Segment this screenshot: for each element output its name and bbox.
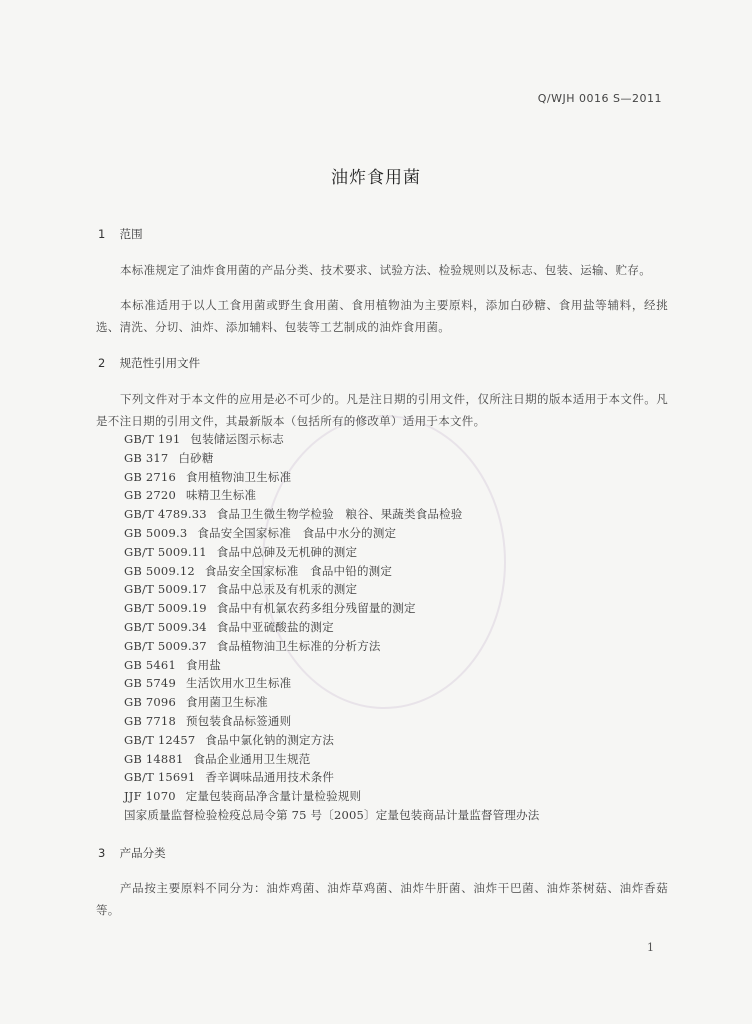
standard-code: Q/WJH 0016 S—2011 — [537, 92, 662, 105]
reference-title: 食品中氯化钠的测定方法 — [205, 732, 335, 747]
reference-title: 味精卫生标准 — [185, 488, 257, 503]
reference-title: 国家质量监督检验检疫总局令第 75 号〔2005〕定量包装商品计量监督管理办法 — [124, 807, 540, 822]
reference-code: GB/T 5009.19 — [124, 601, 207, 616]
reference-title: 食品中总汞及有机汞的测定 — [216, 582, 358, 597]
reference-title: 食用植物油卫生标准 — [185, 469, 292, 484]
reference-code: GB 5009.12 — [124, 563, 195, 578]
reference-title: 食品中亚硫酸盐的测定 — [216, 619, 334, 634]
reference-item — [124, 768, 540, 787]
reference-title: 香辛调味品通用技术条件 — [205, 770, 335, 785]
reference-item — [124, 486, 540, 505]
section-title: 范围 — [119, 227, 143, 241]
reference-item — [124, 712, 540, 731]
reference-code: GB/T 15691 — [124, 770, 196, 785]
reference-list — [124, 430, 540, 825]
reference-code: GB 14881 — [124, 751, 184, 766]
reference-title: 食品企业通用卫生规范 — [193, 751, 311, 766]
section-3-heading — [98, 845, 166, 861]
section-number: 3 — [98, 846, 106, 860]
reference-code: GB 5749 — [124, 676, 176, 691]
reference-code: GB/T 12457 — [124, 732, 196, 747]
reference-title: 白砂糖 — [178, 450, 214, 465]
reference-code: JJF 1070 — [124, 789, 176, 804]
reference-item — [124, 618, 540, 637]
reference-title: 食品卫生微生物学检验 粮谷、果蔬类食品检验 — [216, 507, 463, 522]
reference-item — [124, 580, 540, 599]
reference-title: 包装储运图示标志 — [190, 432, 284, 446]
reference-code: GB 2716 — [124, 469, 176, 484]
reference-item — [124, 430, 540, 449]
reference-item — [124, 468, 540, 487]
reference-code: GB/T 5009.37 — [124, 638, 207, 653]
reference-code: GB 7718 — [124, 713, 176, 728]
section-2-intro: 下列文件对于本文件的应用是必不可少的。凡是注日期的引用文件，仅所注日期的版本适用于本文件。凡是不注日期的引用文件，其最新版本（包括所有的修改单）适用于本文件。 — [96, 392, 668, 428]
reference-title: 生活饮用水卫生标准 — [185, 676, 292, 691]
reference-item — [124, 599, 540, 618]
reference-code: GB 317 — [124, 450, 169, 465]
section-title: 产品分类 — [119, 846, 166, 860]
reference-title: 定量包装商品净含量计量检验规则 — [185, 789, 362, 804]
reference-item — [124, 562, 540, 581]
reference-item — [124, 505, 540, 524]
section-number: 2 — [98, 356, 106, 370]
reference-item — [124, 731, 540, 750]
reference-title: 食品安全国家标准 食品中水分的测定 — [197, 525, 397, 540]
reference-code: GB 5461 — [124, 657, 176, 672]
reference-code: GB/T 5009.34 — [124, 619, 207, 634]
reference-item — [124, 637, 540, 656]
reference-code: GB/T 5009.11 — [124, 544, 207, 559]
reference-item — [124, 674, 540, 693]
reference-item — [124, 787, 540, 806]
reference-code: GB/T 5009.17 — [124, 582, 207, 597]
reference-code: GB 7096 — [124, 695, 176, 710]
page-number: 1 — [647, 941, 654, 954]
reference-item — [124, 524, 540, 543]
reference-title: 食品植物油卫生标准的分析方法 — [216, 638, 381, 653]
reference-item — [124, 693, 540, 712]
section-1-para-2: 本标准适用于以人工食用菌或野生食用菌、食用植物油为主要原料，添加白砂糖、食用盐等辅料，经挑选、清洗、分切、油炸、添加辅料、包装等工艺制成的油炸食用菌。 — [96, 298, 668, 334]
reference-item — [124, 656, 540, 675]
reference-title: 食用菌卫生标准 — [185, 695, 268, 710]
section-number: 1 — [98, 227, 106, 241]
document-title: 油炸食用菌 — [331, 168, 421, 188]
reference-item — [124, 806, 540, 825]
section-title: 规范性引用文件 — [119, 356, 201, 370]
reference-code: GB 5009.3 — [124, 525, 188, 540]
reference-item — [124, 449, 540, 468]
reference-code: GB/T 191 — [124, 432, 181, 446]
reference-title: 食品安全国家标准 食品中铅的测定 — [204, 563, 393, 578]
reference-code: GB/T 4789.33 — [124, 507, 207, 522]
section-3-para: 产品按主要原料不同分为：油炸鸡菌、油炸草鸡菌、油炸牛肝菌、油炸干巴菌、油炸茶树菇、油炸香菇等。 — [96, 881, 668, 917]
reference-item — [124, 543, 540, 562]
section-2-heading — [98, 355, 200, 371]
reference-title: 预包装食品标签通则 — [185, 713, 292, 728]
section-1-heading — [98, 226, 143, 242]
reference-title: 食品中总砷及无机砷的测定 — [216, 544, 358, 559]
reference-item — [124, 750, 540, 769]
reference-title: 食品中有机氯农药多组分残留量的测定 — [216, 601, 416, 616]
reference-code: GB 2720 — [124, 488, 176, 503]
reference-title: 食用盐 — [185, 657, 222, 672]
section-1-para-1: 本标准规定了油炸食用菌的产品分类、技术要求、试验方法、检验规则以及标志、包装、运输、贮存。 — [120, 263, 651, 277]
